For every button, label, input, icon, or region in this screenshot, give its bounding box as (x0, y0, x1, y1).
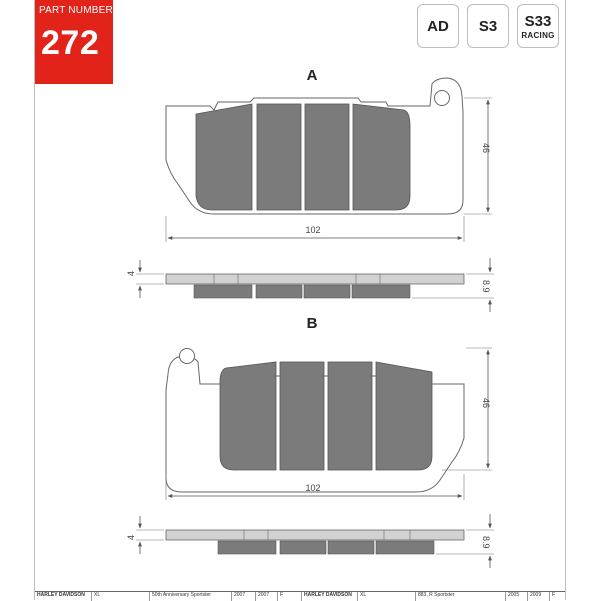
compound-s33-sub: RACING (521, 31, 555, 40)
app-row-2-to: 2009 (527, 592, 549, 601)
app-row-1-pos: F (277, 592, 297, 601)
pad-a-side-backplate (166, 274, 464, 284)
pad-b-friction-segment-2 (280, 362, 324, 470)
pad-b-width-value: 102 (305, 483, 321, 493)
pad-b-friction-segment-3 (328, 362, 372, 470)
pad-a-friction-segment-3 (305, 104, 349, 210)
pad-a-width-value: 102 (305, 225, 321, 235)
app-row-2-cc: XL (357, 592, 397, 601)
compound-s33-name: S33 (524, 13, 552, 30)
part-number-value: 272 (41, 24, 100, 62)
compound-ad-name: AD (427, 18, 449, 35)
pad-a-side-friction-1 (194, 285, 252, 298)
pad-a-total-thickness: 8.9 (481, 280, 491, 293)
pad-b-side-friction-1 (218, 541, 276, 554)
app-row-1-make: HARLEY DAVIDSON (37, 592, 85, 598)
part-number-label: PART NUMBER (39, 5, 113, 16)
app-row-1-to: 2007 (255, 592, 277, 601)
app-row-1-cc: XL (91, 592, 131, 601)
pad-a-side-friction-4 (352, 285, 410, 298)
pad-a-side-friction-3 (304, 285, 350, 298)
pad-a-friction-segment-2 (257, 104, 301, 210)
pad-b-friction-segment-1 (220, 362, 276, 470)
pad-b-side-backplate (166, 530, 464, 540)
pad-a-friction-segment-4 (353, 104, 410, 210)
app-row-1-model: 50th Anniversary Sportster (149, 592, 231, 601)
pad-b-side-friction-3 (328, 541, 374, 554)
pad-a-side-friction-2 (256, 285, 302, 298)
pad-b-friction-segment-4 (376, 362, 432, 470)
pad-b-side-friction-2 (280, 541, 326, 554)
app-row-2-pos: F (549, 592, 565, 601)
pad-b-total-thickness: 8.9 (481, 536, 491, 549)
pad-b-label: B (306, 315, 318, 332)
pad-a-friction-segment-1 (196, 104, 252, 210)
pad-b-side-friction-4 (376, 541, 434, 554)
pad-b-backplate-thickness: 4 (126, 534, 136, 540)
pad-a-height-value: 46 (481, 143, 491, 154)
pad-b-height-value: 46 (481, 398, 491, 409)
app-row-1-from: 2007 (231, 592, 255, 601)
app-row-2-model: 883, R Sportster (415, 592, 505, 601)
pad-b-mounting-hole (180, 349, 195, 364)
pad-a-label: A (306, 67, 318, 84)
pad-a-mounting-hole (435, 91, 450, 106)
app-row-2-from: 2005 (505, 592, 527, 601)
compound-s3-name: S3 (478, 18, 498, 35)
app-row-2-make: HARLEY DAVIDSON (301, 592, 357, 601)
pad-a-backplate-thickness: 4 (126, 270, 136, 276)
